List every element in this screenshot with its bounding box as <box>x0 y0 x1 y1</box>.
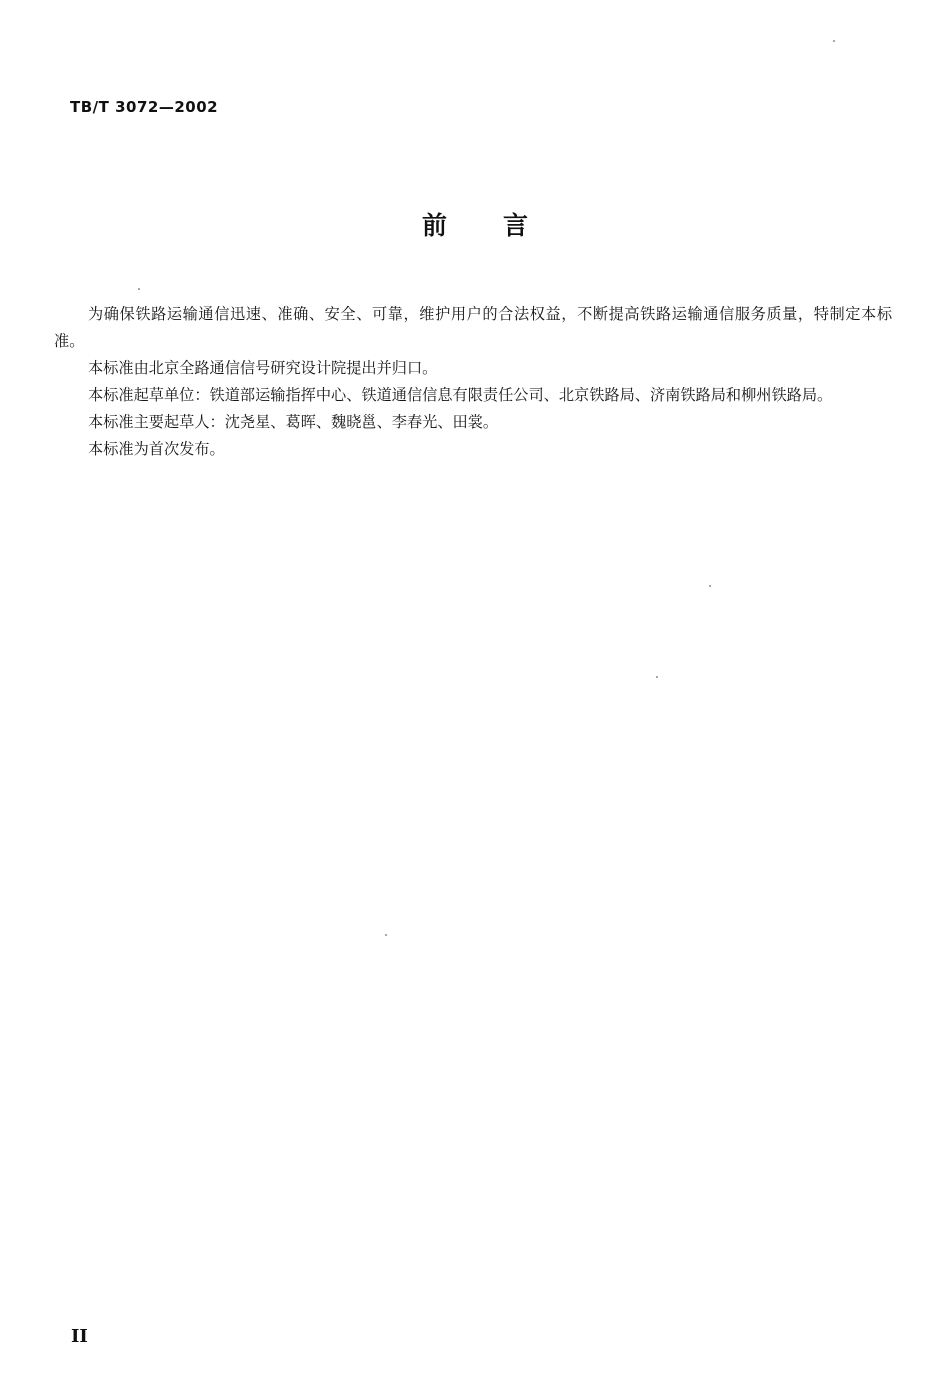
scan-speck <box>709 585 711 587</box>
paragraph-proposer: 本标准由北京全路通信信号研究设计院提出并归口。 <box>88 359 438 377</box>
paragraph-first-release: 本标准为首次发布。 <box>88 440 225 458</box>
scan-speck <box>385 934 387 936</box>
paragraph-drafting-units: 本标准起草单位：铁道部运输指挥中心、铁道通信信息有限责任公司、北京铁路局、济南铁路局和柳州铁路局。 <box>88 386 833 404</box>
scan-speck <box>833 40 835 42</box>
page-number: II <box>71 1326 88 1347</box>
standard-code: TB/T 3072—2002 <box>70 98 219 116</box>
page-title: 前言 <box>421 211 584 240</box>
scan-speck <box>138 288 140 290</box>
foreword-body <box>54 301 892 463</box>
paragraph-purpose: 为确保铁路运输通信迅速、准确、安全、可靠，维护用户的合法权益，不断提高铁路运输通信服务质量，特制定本标准。 <box>54 305 892 350</box>
paragraph-drafters: 本标准主要起草人：沈尧星、葛晖、魏晓邕、李春光、田裳。 <box>88 413 499 431</box>
scan-speck <box>656 676 658 678</box>
